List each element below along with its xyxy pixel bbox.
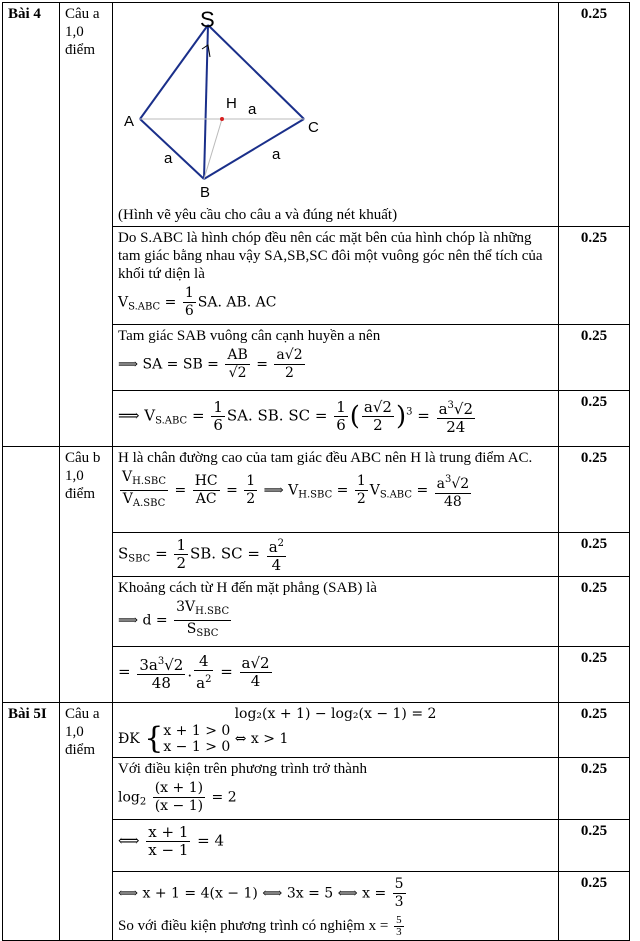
part-a-label-5: Câu a 1,0 điểm: [60, 703, 113, 941]
vertex-c-label: C: [308, 119, 319, 136]
score-7: 0.25: [559, 577, 630, 647]
problem-5-label: Bài 5I: [3, 703, 60, 941]
score-1: 0.25: [559, 3, 630, 227]
fraction-equation: ⟺ $\frac{x + 1}{x - 1}$ = 4: [113, 820, 559, 872]
point-h-label: H: [226, 95, 237, 112]
pyramid-figure: [118, 5, 548, 201]
score-12: 0.25: [559, 872, 630, 941]
part-a-label: Câu a 1,0 điểm: [60, 3, 113, 447]
vertex-a-label: A: [124, 113, 135, 130]
figure-cell: [113, 3, 559, 227]
vertex-s-label: S: [200, 7, 215, 32]
part-b-label: Câu b 1,0 điểm: [60, 447, 113, 703]
score-8: 0.25: [559, 647, 630, 703]
distance-derivation: Khoảng cách từ H đến mặt phẳng (SAB) là ⟹ d = $\frac{3V_{H.SBC}}{S_{SBC}}$: [113, 577, 559, 647]
volume-result: ⟹ $V_{S.ABC}$ = $\frac{1}{6}$ SA. SB. SC = $\frac{1}{6}$ ( $\frac{a√2}{2}$ )$^3$ = $\frac{a^3√2}{24}$: [113, 391, 559, 447]
score-2: 0.25: [559, 227, 630, 325]
score-6: 0.25: [559, 533, 630, 577]
figure-caption: (Hình vẽ yêu cầu cho câu a và đúng nét khuất): [118, 207, 398, 223]
edge-label-ab: a: [164, 150, 173, 167]
score-9: 0.25: [559, 703, 630, 758]
distance-result: = $\frac{3a^3√2}{48}$ . $\frac{4}{a^2}$ = $\frac{a√2}{4}$: [113, 647, 559, 703]
score-11: 0.25: [559, 820, 630, 872]
sa-sb-derivation: Tam giác SAB vuông cân cạnh huyền a nên ⟹ SA = SB = $\frac{AB}{√2}$ = $\frac{a√2}{2}$: [113, 325, 559, 391]
score-4: 0.25: [559, 391, 630, 447]
area-sbc: $S_{SBC}$ = $\frac{1}{2}$ SB. SC = $\frac{a^2}{4}$: [113, 533, 559, 577]
volume-explanation: Do S.ABC là hình chóp đều nên các mặt bên của hình chóp là những tam giác bằng nhau vậy SA,SB,SC đôi một vuông góc nên thể tích của khối tứ diện là $V_{S.ABC}$ = $\frac{1}{6}$ SA. AB. AC: [113, 227, 559, 325]
log-equation: log₂(x + 1) − log₂(x − 1) = 2 ĐK { x + 1 > 0 x − 1 > 0 ⇔ x > 1: [113, 703, 559, 758]
problem-4-label: Bài 4: [3, 3, 60, 447]
ratio-derivation: H là chân đường cao của tam giác đều ABC nên H là trung điểm AC. $\frac{V_{H.SBC}}{V_{A.SBC}}$ = $\frac{HC}{AC}$ = $\frac{1}{2}$ ⟹ $V_{H.SBC}$ = $\frac{1}{2}$ $V_{S.ABC}$ = $\frac{a^3√2}{48}$: [113, 447, 559, 533]
answer-key-table: [2, 2, 630, 941]
edge-label-bc: a: [272, 146, 281, 163]
vertex-b-label: B: [200, 184, 211, 201]
solution-row: ⟺ x + 1 = 4(x − 1) ⟺ 3x = 5 ⟺ x = $\frac{5}{3}$ So với điều kiện phương trình có nghiệm x = $\frac{5}{3}$: [113, 872, 559, 941]
score-3: 0.25: [559, 325, 630, 391]
score-10: 0.25: [559, 758, 630, 820]
edge-label-ah: a: [248, 101, 257, 118]
transformed-equation: Với điều kiện trên phương trình trở thành $\log_2$ $\frac{(x + 1)}{(x - 1)}$ = 2: [113, 758, 559, 820]
score-5: 0.25: [559, 447, 630, 533]
